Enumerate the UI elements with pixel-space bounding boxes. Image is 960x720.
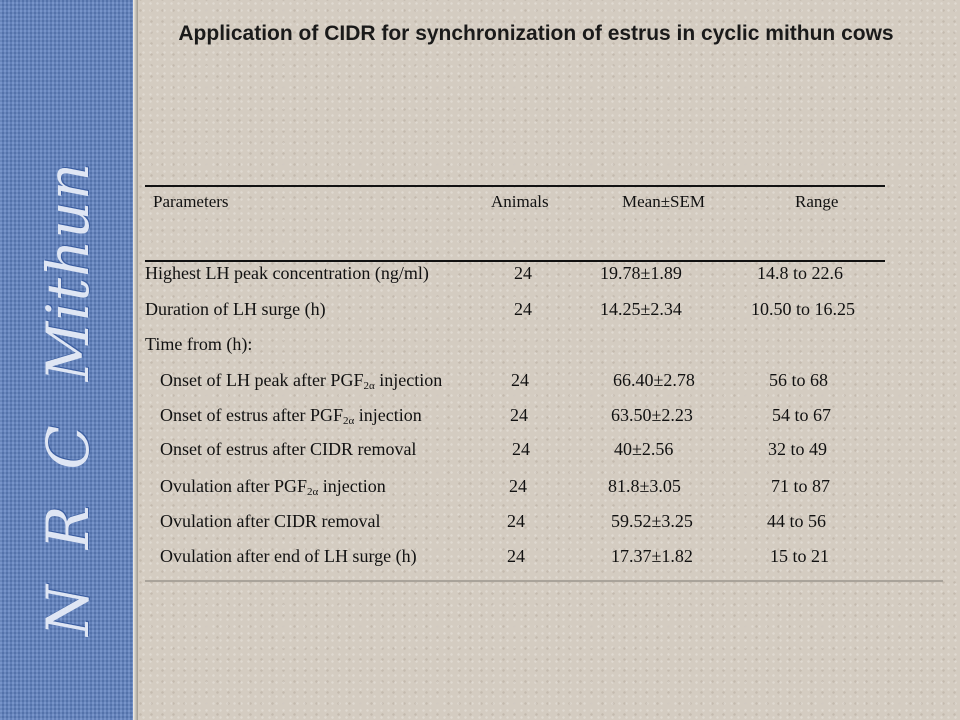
sidebar-letter-n: N bbox=[33, 583, 102, 636]
table-cell-parameter: Ovulation after $PGF_{2\alpha}$ injection bbox=[160, 476, 386, 498]
table-cell-range: 14.8 to 22.6 bbox=[757, 263, 844, 283]
table-cell-mean: 66.40±2.78 bbox=[613, 370, 695, 390]
table-cell-animals: 24 bbox=[514, 263, 532, 283]
table-cell-mean: 40±2.56 bbox=[614, 439, 674, 459]
sidebar-vertical-text bbox=[0, 36, 135, 636]
table-cell-parameter: Onset of estrus after CIDR removal bbox=[160, 439, 417, 459]
column-header-animals: Animals bbox=[491, 192, 549, 211]
table-cell-mean: 63.50±2.23 bbox=[611, 405, 693, 425]
table-cell-parameter: Ovulation after end of LH surge (h) bbox=[160, 546, 417, 566]
table-cell-mean: 81.8±3.05 bbox=[608, 476, 681, 496]
column-header-mean-sem: Mean±SEM bbox=[622, 192, 705, 211]
table-bottom-rule bbox=[145, 580, 943, 582]
sidebar-letter-r: R bbox=[33, 503, 102, 550]
table-cell-range: 15 to 21 bbox=[770, 546, 830, 566]
column-header-parameters: Parameters bbox=[153, 192, 229, 211]
table-cell-animals: 24 bbox=[514, 299, 532, 319]
slide-title: Application of CIDR for synchronization of estrus in cyclic mithun cows bbox=[178, 22, 894, 45]
table-cell-parameter: Onset of estrus after $PGF_{2\alpha}$ injection bbox=[160, 405, 422, 427]
table-section-label: Time from (h): bbox=[145, 334, 253, 354]
table-cell-parameter: Ovulation after CIDR removal bbox=[160, 511, 381, 531]
table-cell-range: 32 to 49 bbox=[768, 439, 828, 459]
table-cell-parameter: Highest LH peak concentration (ng/ml) bbox=[145, 263, 429, 283]
table-cell-range: 10.50 to 16.25 bbox=[751, 299, 856, 319]
table-cell-animals: 24 bbox=[511, 370, 529, 390]
table-cell-mean: 17.37±1.82 bbox=[611, 546, 693, 566]
table-cell-range: 71 to 87 bbox=[771, 476, 831, 496]
column-header-range: Range bbox=[795, 192, 839, 211]
table-cell-mean: 19.78±1.89 bbox=[600, 263, 682, 283]
table-cell-parameter: Onset of LH peak after $PGF_{2\alpha}$ injection bbox=[160, 370, 443, 392]
table-header-rule bbox=[145, 260, 885, 262]
table-cell-parameter: Duration of LH surge (h) bbox=[145, 299, 326, 319]
table-cell-range: 56 to 68 bbox=[769, 370, 829, 390]
table-cell-animals: 24 bbox=[509, 476, 527, 496]
table-cell-range: 44 to 56 bbox=[767, 511, 827, 531]
table-cell-animals: 24 bbox=[510, 405, 528, 425]
table-cell-range: 54 to 67 bbox=[772, 405, 832, 425]
table-top-rule bbox=[145, 185, 885, 187]
table-cell-mean: 59.52±3.25 bbox=[611, 511, 693, 531]
table-cell-animals: 24 bbox=[507, 546, 525, 566]
sidebar-word-mithun: Mithun bbox=[33, 161, 102, 382]
table-cell-animals: 24 bbox=[507, 511, 525, 531]
table-cell-mean: 14.25±2.34 bbox=[600, 299, 682, 319]
table-cell-animals: 24 bbox=[512, 439, 530, 459]
sidebar-letter-c: C bbox=[33, 423, 102, 470]
